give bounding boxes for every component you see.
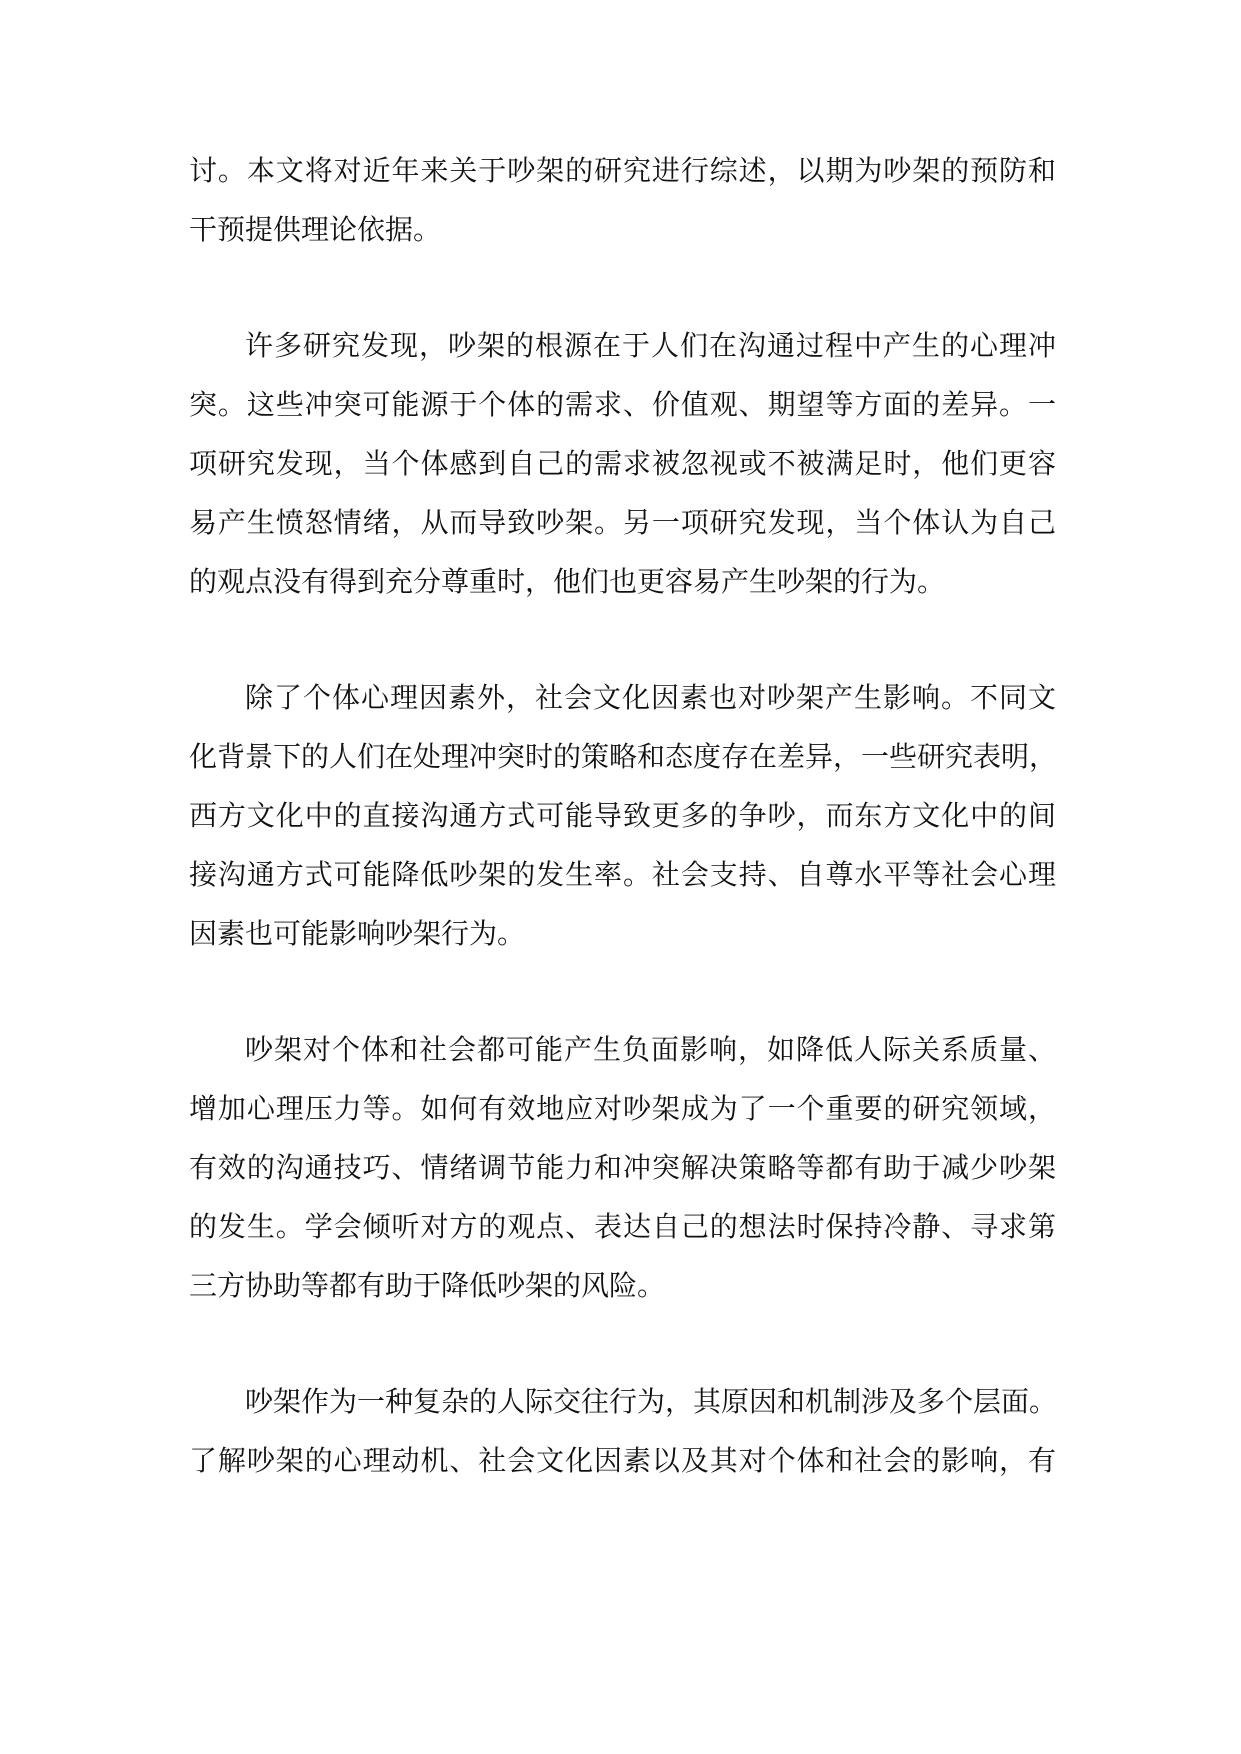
paragraph-5-line-2: 了解吵架的心理动机、社会文化因素以及其对个体和社会的影响，有 [189,1444,1056,1477]
paragraph-2-line-5: 的观点没有得到充分尊重时，他们也更容易产生吵架的行为。 [189,565,946,598]
paragraph-spacer [189,611,1056,668]
document-body [189,141,1056,1490]
paragraph-4-line-5: 三方协助等都有助于降低吵架的风险。 [189,1269,666,1302]
paragraph-3-line-3: 西方文化中的直接沟通方式可能导致更多的争吵，而东方文化中的间 [189,799,1056,832]
paragraph-3-line-4: 接沟通方式可能降低吵架的发生率。社会支持、自尊水平等社会心理 [189,858,1056,891]
paragraph-4-line-3: 有效的沟通技巧、情绪调节能力和冲突解决策略等都有助于减少吵架 [189,1151,1056,1184]
paragraph-spacer [189,259,1056,316]
paragraph-4-line-4: 的发生。学会倾听对方的观点、表达自己的想法时保持冷静、寻求第 [189,1210,1056,1243]
paragraph-2-line-4: 易产生愤怒情绪，从而导致吵架。另一项研究发现，当个体认为自己 [189,506,1056,539]
paragraph-spacer [189,963,1056,1020]
paragraph-spacer [189,1315,1056,1372]
paragraph-3-line-2: 化背景下的人们在处理冲突时的策略和态度存在差异，一些研究表明， [189,740,1058,773]
paragraph-4-line-2: 增加心理压力等。如何有效地应对吵架成为了一个重要的研究领域， [189,1092,1056,1125]
paragraph-4-line-1: 吵架对个体和社会都可能产生负面影响，如降低人际关系质量、 [245,1033,1056,1066]
paragraph-3-line-1: 除了个体心理因素外，社会文化因素也对吵架产生影响。不同文 [245,681,1056,714]
paragraph-2-line-2: 突。这些冲突可能源于个体的需求、价值观、期望等方面的差异。一 [189,388,1056,421]
paragraph-5-line-1: 吵架作为一种复杂的人际交往行为，其原因和机制涉及多个层面。 [245,1385,1058,1418]
paragraph-2-line-1: 许多研究发现，吵架的根源在于人们在沟通过程中产生的心理冲 [245,329,1056,362]
paragraph-1-line-2: 干预提供理论依据。 [189,213,442,246]
paragraph-1-line-1: 讨。本文将对近年来关于吵架的研究进行综述，以期为吵架的预防和 [189,154,1056,187]
paragraph-2-line-3: 项研究发现，当个体感到自己的需求被忽视或不被满足时，他们更容 [189,447,1056,480]
paragraph-3-line-5: 因素也可能影响吵架行为。 [189,917,526,950]
